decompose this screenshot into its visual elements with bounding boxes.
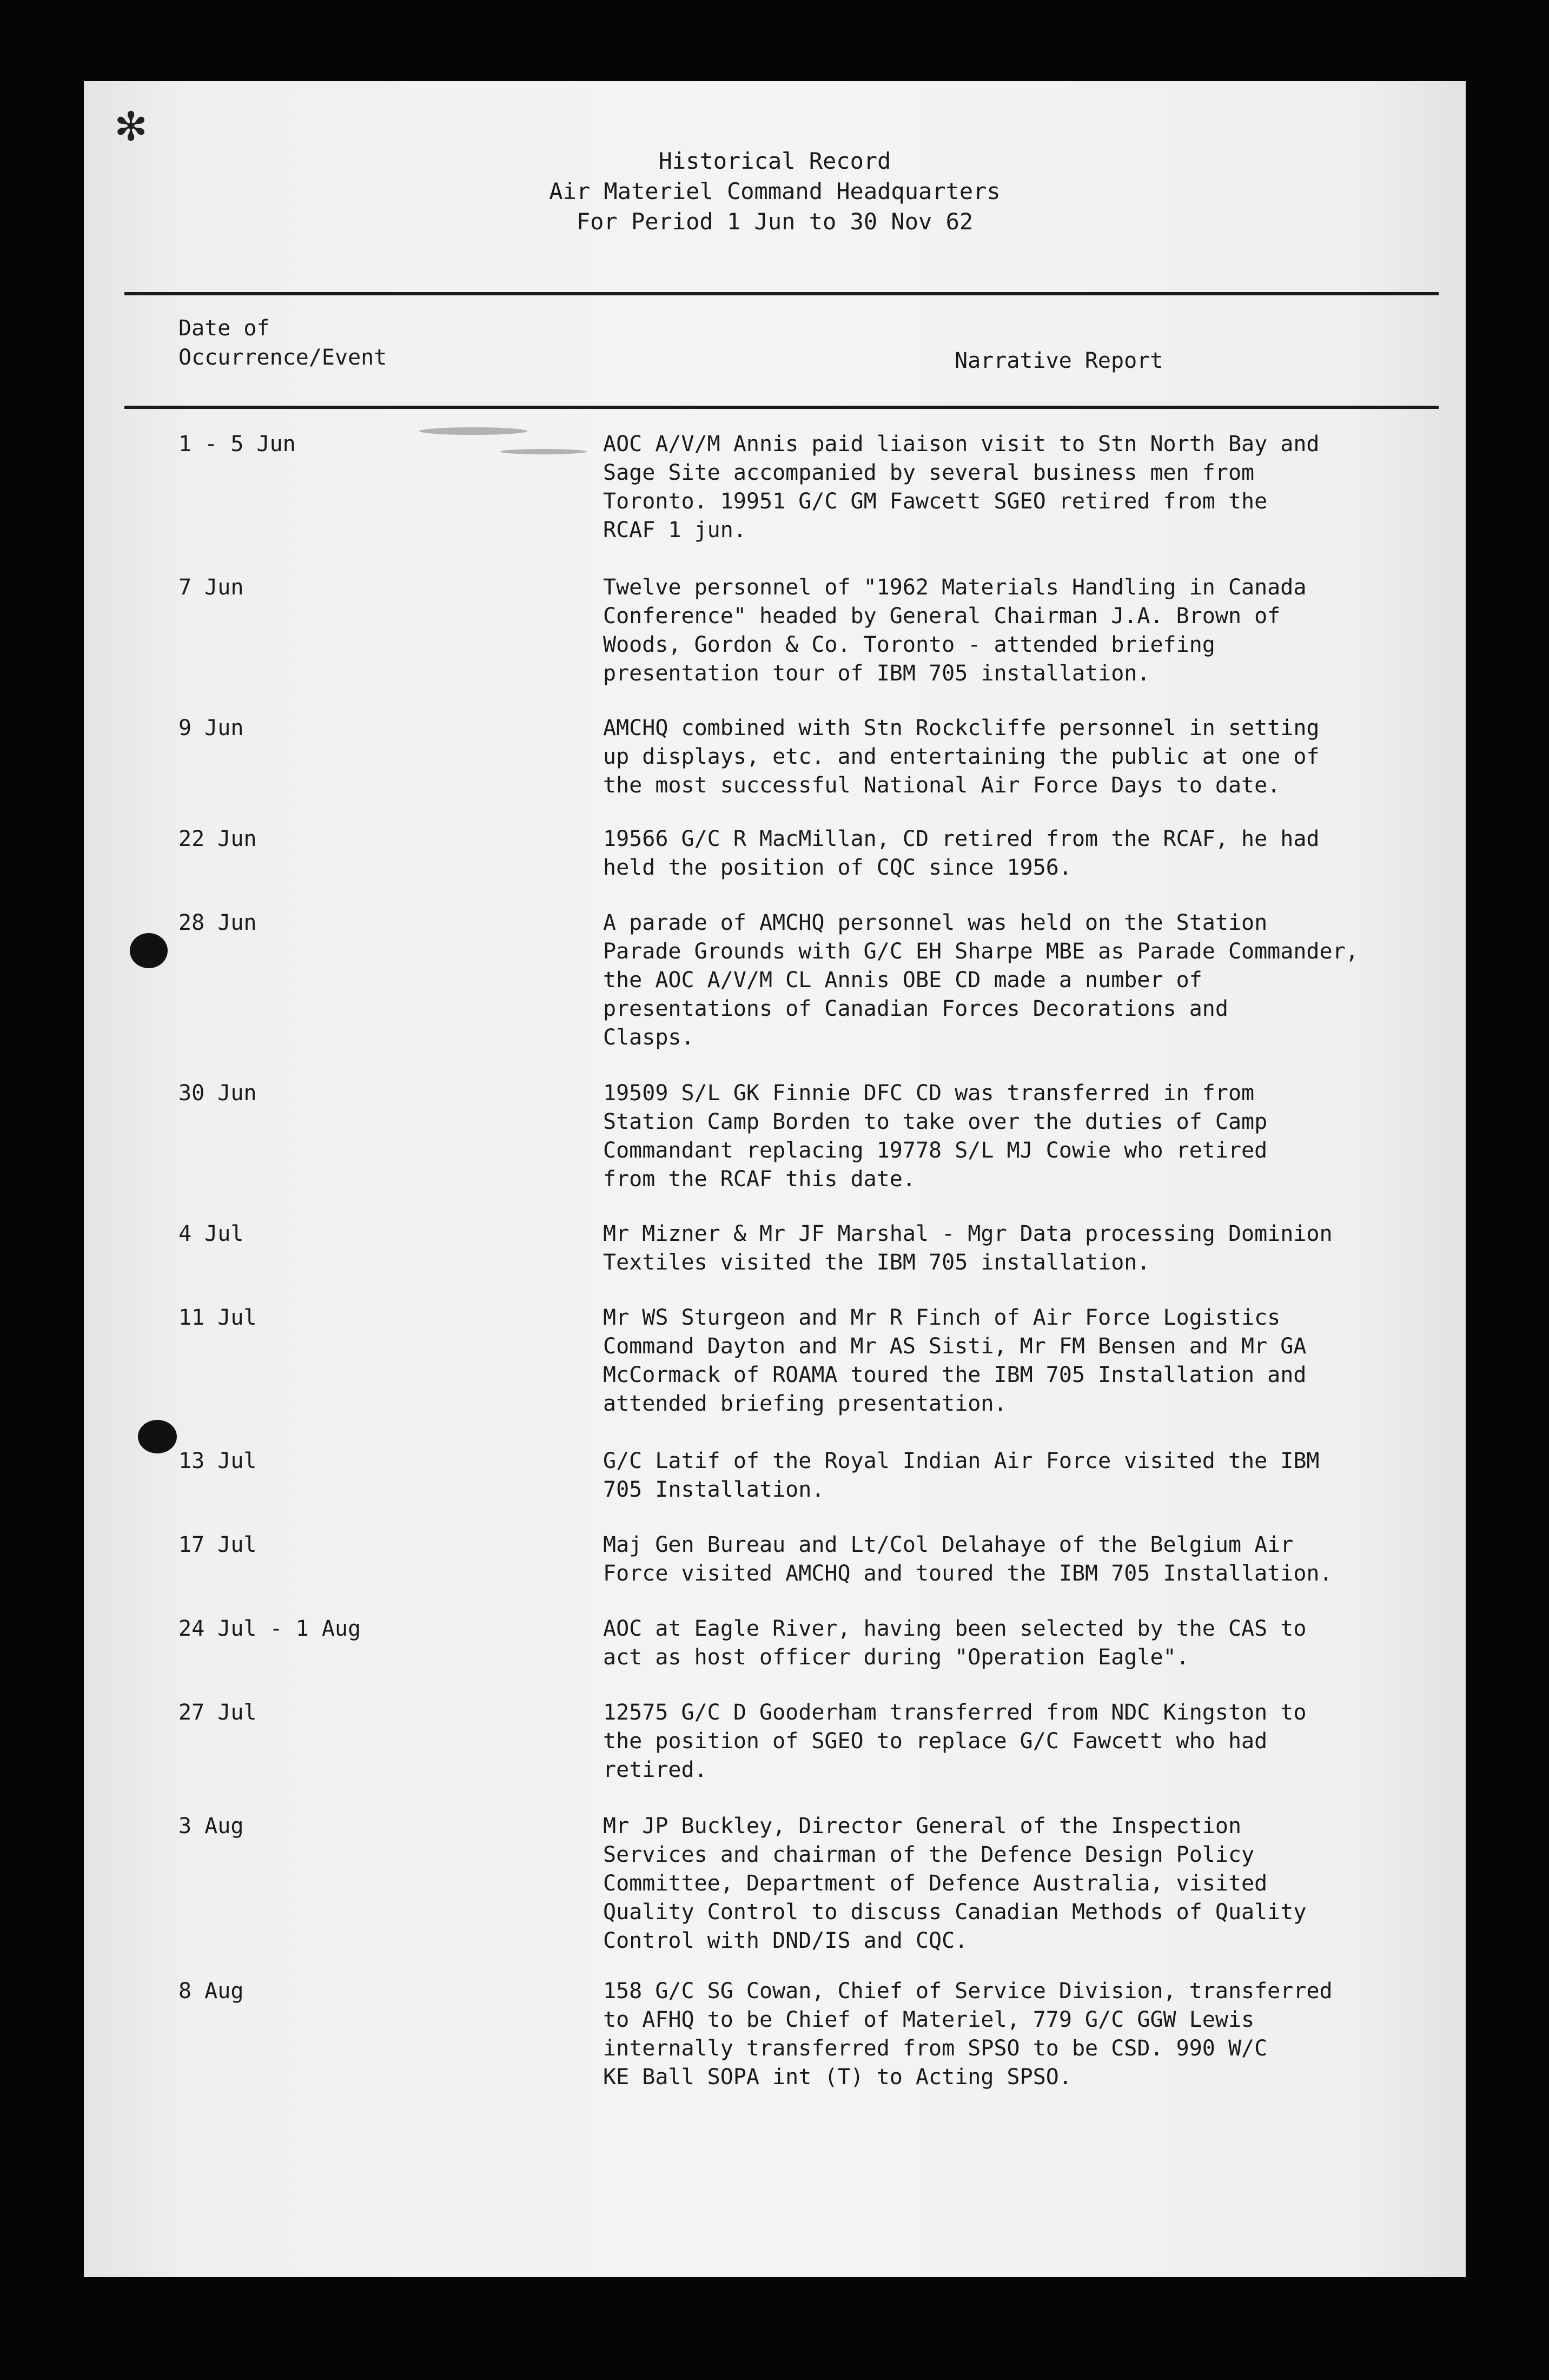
date-column-header [178, 314, 387, 372]
document-page [84, 81, 1466, 2277]
ink-smudge [419, 427, 527, 435]
entry-date: 7 Jun [178, 575, 244, 600]
date-column-header-line2: Occurrence/Event [178, 345, 387, 370]
header-organization: Air Materiel Command Headquarters [549, 178, 1001, 204]
narrative-line: Mr WS Sturgeon and Mr R Finch of Air Force Logistics [603, 1305, 1281, 1330]
narrative-line: attended briefing presentation. [603, 1391, 1007, 1416]
entry-date: 24 Jul - 1 Aug [178, 1616, 361, 1641]
document-header [84, 146, 1466, 237]
ink-smudge [500, 449, 587, 454]
narrative-line: up displays, etc. and entertaining the public at one of [603, 744, 1320, 769]
entry-narrative [603, 714, 1458, 800]
narrative-line: AOC A/V/M Annis paid liaison visit to Stn North Bay and [603, 432, 1320, 457]
narrative-line: Force visited AMCHQ and toured the IBM 705 Installation. [603, 1561, 1333, 1586]
narrative-line: Sage Site accompanied by several business men from [603, 460, 1255, 485]
narrative-line: Toronto. 19951 G/C GM Fawcett SGEO retired from the [603, 489, 1268, 514]
entry-date: 22 Jun [178, 827, 257, 851]
narrative-line: Commandant replacing 19778 S/L MJ Cowie who retired [603, 1138, 1268, 1163]
entry-narrative [603, 1615, 1458, 1672]
entry-narrative [603, 1977, 1458, 2092]
narrative-line: act as host officer during "Operation Eagle". [603, 1645, 1189, 1670]
narrative-line: RCAF 1 jun. [603, 518, 746, 543]
entry-narrative [603, 430, 1458, 545]
narrative-line: Textiles visited the IBM 705 installation. [603, 1250, 1150, 1275]
entry-date: 17 Jul [178, 1532, 257, 1557]
entry-narrative [603, 573, 1458, 688]
narrative-line: Command Dayton and Mr AS Sisti, Mr FM Bensen and Mr GA [603, 1334, 1307, 1359]
entry-narrative [603, 1812, 1458, 1955]
entry-date: 11 Jul [178, 1305, 257, 1330]
narrative-line: presentation tour of IBM 705 installation. [603, 661, 1150, 686]
entry-narrative [603, 1447, 1458, 1504]
narrative-line: Quality Control to discuss Canadian Methods of Quality [603, 1900, 1307, 1925]
ink-mark-icon: ✻ [116, 96, 146, 153]
narrative-line: 12575 G/C D Gooderham transferred from NDC Kingston to [603, 1700, 1307, 1725]
narrative-line: G/C Latif of the Royal Indian Air Force visited the IBM [603, 1449, 1320, 1473]
narrative-line: the most successful National Air Force Days to date. [603, 773, 1281, 798]
entry-date: 3 Aug [178, 1814, 244, 1839]
narrative-line: KE Ball SOPA int (T) to Acting SPSO. [603, 2065, 1072, 2090]
entry-date: 27 Jul [178, 1700, 257, 1725]
entry-date: 8 Aug [178, 1979, 244, 2004]
narrative-line: Mr JP Buckley, Director General of the Inspection [603, 1814, 1242, 1839]
narrative-line: to AFHQ to be Chief of Materiel, 779 G/C GGW Lewis [603, 2007, 1255, 2032]
narrative-line: Twelve personnel of "1962 Materials Handling in Canada [603, 575, 1307, 600]
narrative-line: Mr Mizner & Mr JF Marshal - Mgr Data processing Dominion [603, 1221, 1333, 1246]
header-title: Historical Record [658, 148, 891, 174]
header-period: For Period 1 Jun to 30 Nov 62 [576, 208, 974, 235]
narrative-line: Committee, Department of Defence Australia, visited [603, 1871, 1268, 1896]
narrative-line: from the RCAF this date. [603, 1167, 916, 1192]
narrative-line: Control with DND/IS and CQC. [603, 1928, 968, 1953]
narrative-line: 19566 G/C R MacMillan, CD retired from the RCAF, he had [603, 827, 1320, 851]
entry-narrative [603, 825, 1458, 882]
narrative-line: Services and chairman of the Defence Design Policy [603, 1842, 1255, 1867]
entry-narrative [603, 1079, 1458, 1194]
narrative-line: Conference" headed by General Chairman J.A. Brown of [603, 604, 1281, 629]
hole-punch-mark [138, 1420, 177, 1453]
narrative-line: A parade of AMCHQ personnel was held on the Station [603, 910, 1268, 935]
narrative-line: presentations of Canadian Forces Decorations and [603, 996, 1228, 1021]
narrative-line: internally transferred from SPSO to be CSD. 990 W/C [603, 2036, 1268, 2061]
narrative-line: AMCHQ combined with Stn Rockcliffe personnel in setting [603, 716, 1320, 741]
entry-narrative [603, 909, 1458, 1052]
narrative-column-header: Narrative Report [955, 348, 1163, 373]
header-rule [124, 406, 1439, 409]
entry-date: 4 Jul [178, 1221, 244, 1246]
entry-date: 13 Jul [178, 1449, 257, 1473]
entry-date: 30 Jun [178, 1081, 257, 1106]
narrative-line: Woods, Gordon & Co. Toronto - attended briefing [603, 632, 1215, 657]
date-column-header-line1: Date of [178, 316, 270, 341]
narrative-line: AOC at Eagle River, having been selected by the CAS to [603, 1616, 1307, 1641]
narrative-line: held the position of CQC since 1956. [603, 855, 1072, 880]
entry-narrative [603, 1531, 1458, 1588]
entry-date: 9 Jun [178, 716, 244, 741]
narrative-line: Station Camp Borden to take over the duties of Camp [603, 1109, 1268, 1134]
narrative-line: McCormack of ROAMA toured the IBM 705 Installation and [603, 1363, 1307, 1387]
narrative-line: 158 G/C SG Cowan, Chief of Service Division, transferred [603, 1979, 1333, 2004]
top-rule [124, 292, 1439, 295]
entry-date: 1 - 5 Jun [178, 432, 296, 457]
entry-narrative [603, 1698, 1458, 1784]
narrative-line: Clasps. [603, 1025, 694, 1050]
narrative-line: Maj Gen Bureau and Lt/Col Delahaye of the Belgium Air [603, 1532, 1294, 1557]
hole-punch-mark [130, 933, 168, 968]
entry-date: 28 Jun [178, 910, 257, 935]
narrative-line: Parade Grounds with G/C EH Sharpe MBE as Parade Commander, [603, 939, 1359, 964]
entry-narrative [603, 1304, 1458, 1418]
narrative-line: the position of SGEO to replace G/C Fawcett who had [603, 1729, 1268, 1754]
narrative-line: the AOC A/V/M CL Annis OBE CD made a number of [603, 968, 1202, 993]
narrative-line: retired. [603, 1757, 707, 1782]
narrative-line: 705 Installation. [603, 1477, 825, 1502]
narrative-line: 19509 S/L GK Finnie DFC CD was transferred in from [603, 1081, 1255, 1106]
entry-narrative [603, 1220, 1458, 1277]
